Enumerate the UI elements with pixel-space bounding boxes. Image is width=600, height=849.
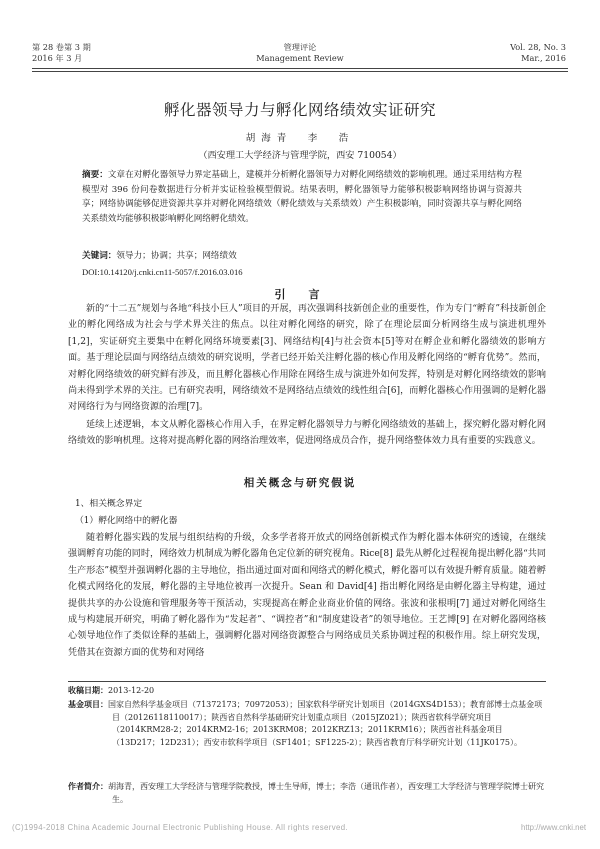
fund-label: 基金项目： [68,699,108,709]
paper-title: 孵化器领导力与孵化网络绩效实证研究 [163,101,436,119]
publication-date: 2016 年 3 月 [32,53,83,63]
abstract-text: 文章在对孵化器领导力界定基础上，建模并分析孵化器领导力对孵化网络绩效的影响机理。通过采用结构方程模型对 396 份问卷数据进行分析并实证检验模型假说。结果表明，孵化器领导力能够积极影响网络协调与资源共享；网络协调能够促进资源共享并对孵化网络绩效（孵化绩效与关系绩效）产生积极影响，同时资源共享与孵化网络关系绩效均能够积极影响孵化网络孵化绩效。 [82,170,522,224]
author-info-text: 胡海青，西安理工大学经济与管理学院教授，博士生导师，博士；李浩（通讯作者），西安理工大学经济与管理学院博士研究生。 [108,782,544,804]
abstract-label: 摘要： [82,170,108,180]
section-heading-concepts: 相关概念与研究假说 [243,477,357,489]
footnote-rule [68,681,546,682]
copyright-watermark: (C)1994-2018 China Academic Journal Electronic Publishing House. All rights reserved. [12,823,349,832]
subheading-1: 1、相关概念界定 [75,499,143,509]
footnote-authors [68,780,546,806]
header-rule-bottom [32,71,568,72]
footnote-received [68,684,546,698]
journal-name-en: Management Review [256,53,344,63]
abstract [82,168,522,226]
received-label: 收稿日期： [68,685,108,695]
volume-issue-text: 第 28 卷第 3 期 [32,42,91,52]
footnote-fund [68,698,546,749]
fund-text: 国家自然科学基金项目（71372173；70972053）；国家软科学研究计划项目（2014GXS4D153）；教育部博士点基金项目（20126118110017）；陕西省自然科学基础研究计划重点项目（2015JZ021）；陕西省软科学研究项目（2014KRM28-2；2014KRM2-16；2013KRM08；2012KRZ13；2011KRM16）；陕西省社科基金项目（13D217；12D231）；西安市软科学项目（SF1401；SF1225-2）；陕西省教育厅科学研究计划（11JK0175）。 [108,700,543,747]
doi[interactable]: DOI:10.14120/j.cnki.cn11-5057/f.2016.03.016 [82,267,243,277]
subheading-2: （1）孵化网络中的孵化器 [75,516,178,526]
journal-volume-en [510,42,566,64]
received-date: 2013-12-20 [108,686,155,695]
journal-name-cn: 管理评论 [283,42,317,52]
date-en-text: Mar., 2016 [521,53,566,63]
author-names: 胡海青 李 浩 [245,133,355,144]
keywords [82,249,522,263]
keywords-text: 领导力；协调；共享；网络绩效 [116,251,237,261]
author-info-label: 作者简介： [68,781,108,791]
intro-paragraph-1: 新的“十二五”规划与各地“科技小巨人”项目的开展，再次强调科技新创企业的重要性，作为专门“孵育”科技新创企业的孵化网络成为社会与学术界关注的焦点。以往对孵化网络的研究，除了在理论层面分析网络生成与演进机理外[1,2]，实证研究主要集中在孵化网络环境要素[3]、网络结构[4]与社会资本[5]等对在孵企业和孵化器绩效的影响方面。基于理论层面与网络结点绩效的研究说明，学者已经开始关注孵化器的核心作用及孵化网络的“孵育优势”。然而，对孵化网络绩效的研究鲜有涉及，而且孵化器核心作用除在网络生成与演进外如何发挥，特别是对孵化网络绩效的影响尚未得到学术界的关注。已有研究表明，网络绩效不是网络结点绩效的线性组合[6]，而孵化器核心作用强调的是孵化器对网络行为与网络资源的治理[7]。 [68,304,546,413]
body-paragraph: 随着孵化器实践的发展与组织结构的升级，众多学者将开放式的网络创新模式作为孵化器本体研究的透镜，在继续强调孵育功能的同时，网络效力机制成为孵化器角色定位新的研究视角。Rice[8] 最先从孵化过程视角提出孵化器“共同生产形态”模型并强调孵化器的主导地位，指出通过面对面和网络式的孵化模式，孵化器可以有效提升孵育质量。随着孵化模式网络化的发展，孵化器的主导地位被再一次提升。Sean 和 David[4] 指出孵化网络是由孵化器主导构建，通过提供共享的办公设施和管理服务等干预活动，实现提高在孵企业商业价值的网络。张波和张根明[7] 通过对孵化网络生成与构建展开研究，明确了孵化器作为“发起者”、“调控者”和“制度建设者”的领导地位。王艺博[9] 在对孵化器网络核心领导地位作了类似诠释的基础上，强调孵化器对网络资源整合与网络成员关系协调过程的积极作用。综上研究发现，凭借其在资源方面的优势和对网络 [68,533,546,658]
volume-en-text: Vol. 28, No. 3 [510,42,566,52]
author-affiliation: （西安理工大学经济与管理学院，西安 710054） [198,150,402,161]
cnki-url[interactable]: http://www.cnki.net [520,823,586,832]
section-heading-intro: 引 言 [274,288,326,301]
intro-paragraph-2: 延续上述逻辑，本文从孵化器核心作用入手，在界定孵化器领导力与孵化网络绩效的基础上，探究孵化器对孵化网络绩效的影响机理。这将对提高孵化器的网络治理效率，促进网络成员合作，提升网络整体效力具有重要的实践意义。 [68,420,546,447]
keywords-label: 关键词： [82,251,117,261]
header-rule-top [32,68,568,69]
